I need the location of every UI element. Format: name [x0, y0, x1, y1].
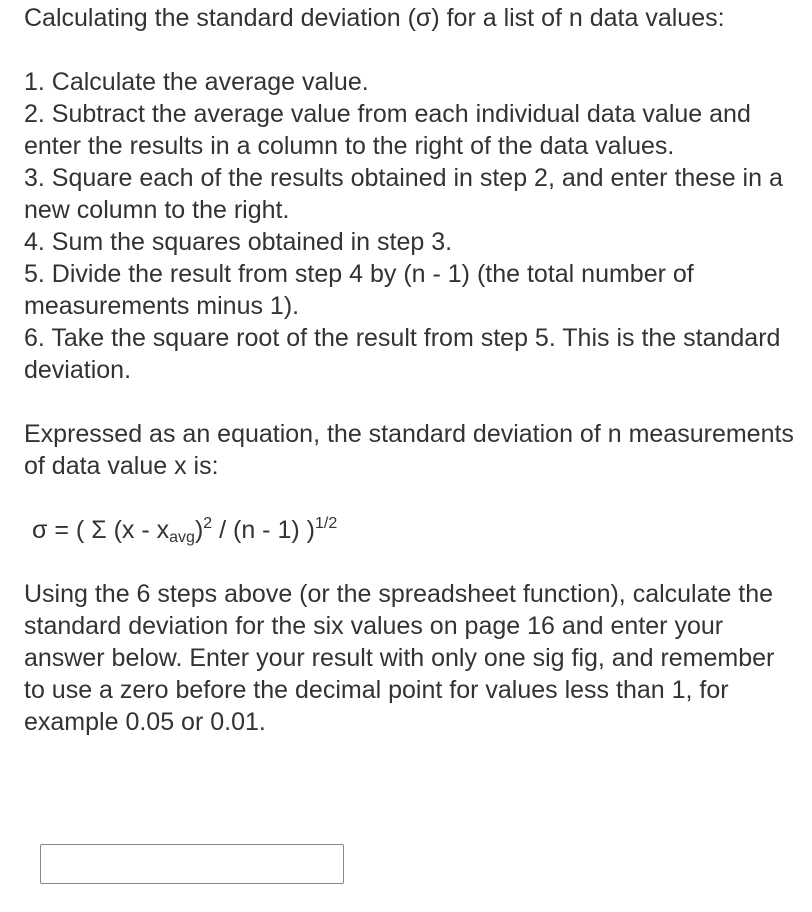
equation-avg-subscript: avg	[169, 529, 195, 546]
equation-close-paren: )	[194, 516, 204, 544]
answer-input[interactable]	[40, 844, 344, 884]
step-2: 2. Subtract the average value from each individual data value and enter the results in a column to the right of the data values.	[24, 100, 751, 160]
spacer	[24, 34, 794, 66]
equation-middle: / (n - 1) )	[212, 516, 315, 544]
spacer	[24, 546, 794, 578]
steps-list	[24, 66, 794, 386]
equation-square-superscript: 2	[203, 515, 213, 532]
intro-text: Calculating the standard deviation (σ) for a list of n data values:	[24, 4, 725, 32]
equation-intro-text: Expressed as an equation, the standard deviation of n measurements of data value x is:	[24, 420, 794, 480]
question-content	[24, 2, 794, 738]
step-1: 1. Calculate the average value.	[24, 68, 369, 96]
step-4: 4. Sum the squares obtained in step 3.	[24, 228, 453, 256]
instructions-text: Using the 6 steps above (or the spreadsheet function), calculate the standard deviation for the six values on page 16 and enter your answer below. Enter your result with only one sig fig, and remember to use a zero before the decimal point for values less than 1, for example 0.05 or 0.01.	[24, 580, 775, 736]
spacer	[24, 482, 794, 514]
step-3: 3. Square each of the results obtained in step 2, and enter these in a new column to the right.	[24, 164, 783, 224]
equation-lhs: σ = ( Σ (x - x	[32, 516, 170, 544]
step-5: 5. Divide the result from step 4 by (n - 1) (the total number of measurements minus 1).	[24, 260, 694, 320]
equation-root-superscript: 1/2	[314, 515, 338, 532]
std-dev-equation	[24, 514, 794, 546]
spacer	[24, 386, 794, 418]
step-6: 6. Take the square root of the result from step 5. This is the standard deviation.	[24, 324, 781, 384]
